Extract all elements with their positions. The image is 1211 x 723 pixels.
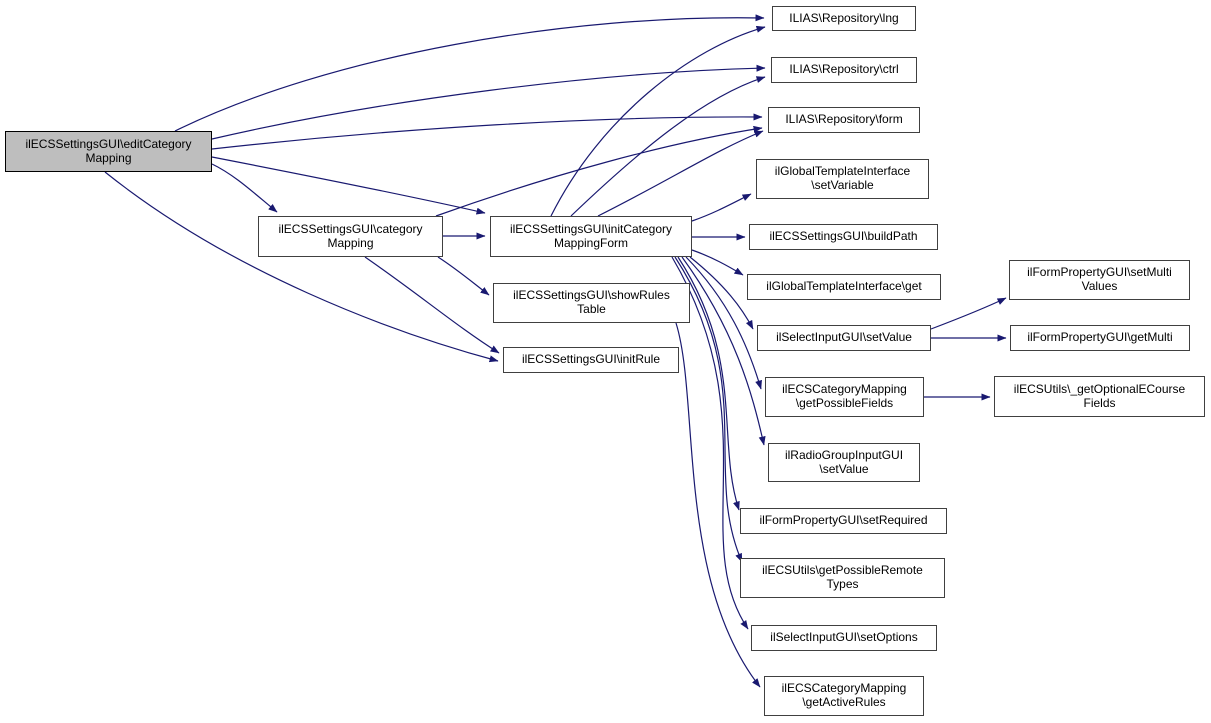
node-set-variable[interactable] xyxy=(756,159,929,199)
node-init-rule[interactable] xyxy=(503,347,679,373)
node-label: ilECSCategoryMapping xyxy=(782,382,907,397)
node-repository-lng[interactable] xyxy=(772,6,916,31)
node-label: Values xyxy=(1081,279,1118,293)
node-label: ilGlobalTemplateInterface xyxy=(774,164,911,179)
node-label: \setVariable xyxy=(811,178,874,192)
node-show-rules-table[interactable] xyxy=(493,283,690,323)
node-template-get[interactable] xyxy=(747,274,941,300)
edge-editCategoryMapping-lng xyxy=(175,18,764,131)
edge-editCategoryMapping-ctrl xyxy=(212,68,765,139)
node-init-category-mapping-form[interactable] xyxy=(490,216,692,257)
node-category-mapping[interactable] xyxy=(258,216,443,257)
node-label: ilECSSettingsGUI\editCategory xyxy=(25,136,192,151)
node-repository-form[interactable] xyxy=(768,107,920,133)
node-label: ilECSSettingsGUI\showRules xyxy=(513,288,670,303)
node-label: Types xyxy=(826,577,859,591)
node-label: Table xyxy=(577,302,606,316)
node-label: ILIAS\Repository\form xyxy=(785,112,903,127)
node-get-possible-remote-types[interactable] xyxy=(740,558,945,598)
node-label: ilECSUtils\_getOptionalECourse xyxy=(1013,381,1186,396)
node-label: ilFormPropertyGUI\getMulti xyxy=(1027,330,1173,345)
node-select-set-value[interactable] xyxy=(757,325,931,351)
edge-editCategoryMapping-initCategoryMappingForm xyxy=(212,157,485,213)
node-edit-category-mapping xyxy=(5,131,212,172)
node-get-multi[interactable] xyxy=(1010,325,1190,351)
node-label: Fields xyxy=(1083,395,1116,410)
node-label: \setValue xyxy=(819,461,869,476)
node-label: ilECSSettingsGUI\category xyxy=(278,221,423,236)
node-label: Mapping xyxy=(85,150,132,165)
edge-selectSetValue-setMultiValues xyxy=(931,298,1006,329)
node-repository-ctrl[interactable] xyxy=(771,57,917,83)
node-label: ilSelectInputGUI\setValue xyxy=(776,330,912,345)
edge-categoryMapping-form xyxy=(436,128,762,216)
node-label: ilECSSettingsGUI\initRule xyxy=(521,352,661,367)
node-set-multi-values[interactable] xyxy=(1009,260,1190,300)
node-label: ilRadioGroupInputGUI xyxy=(784,447,904,462)
edge-editCategoryMapping-categoryMapping xyxy=(212,164,277,212)
edge-categoryMapping-showRulesTable xyxy=(438,257,489,295)
node-label: ilECSUtils\getPossibleRemote xyxy=(762,563,923,578)
node-label: ilFormPropertyGUI\setRequired xyxy=(759,513,928,528)
node-label: ilSelectInputGUI\setOptions xyxy=(770,630,918,645)
edge-editCategoryMapping-initRule xyxy=(105,172,498,361)
edge-initCategoryMappingForm-lng xyxy=(551,27,765,216)
edge-categoryMapping-initRule xyxy=(365,257,499,353)
edge-initCategoryMappingForm-selectSetValue xyxy=(690,257,753,329)
node-label: \getPossibleFields xyxy=(795,396,894,410)
node-label: ilECSCategoryMapping xyxy=(781,681,907,696)
node-label: ILIAS\Repository\ctrl xyxy=(789,62,899,77)
node-label: ilGlobalTemplateInterface\get xyxy=(766,279,922,294)
edge-initCategoryMappingForm-setVariable xyxy=(692,194,751,221)
node-label: \getActiveRules xyxy=(802,695,886,709)
node-label: MappingForm xyxy=(553,235,629,250)
node-get-possible-fields[interactable] xyxy=(765,377,924,417)
node-radio-set-value[interactable] xyxy=(768,443,920,482)
node-set-required[interactable] xyxy=(740,508,947,534)
node-label: ilECSSettingsGUI\buildPath xyxy=(769,229,918,244)
node-get-active-rules[interactable] xyxy=(764,676,924,716)
node-get-optional-ecourse-fields[interactable] xyxy=(994,376,1205,417)
edge-showRulesTable-getActiveRules xyxy=(676,323,760,687)
node-label: ILIAS\Repository\lng xyxy=(789,10,899,25)
node-label: ilFormPropertyGUI\setMulti xyxy=(1027,265,1172,280)
node-label: ilECSSettingsGUI\initCategory xyxy=(509,221,673,236)
node-set-options[interactable] xyxy=(751,625,937,651)
node-label: Mapping xyxy=(327,235,374,250)
node-build-path[interactable] xyxy=(749,224,938,250)
